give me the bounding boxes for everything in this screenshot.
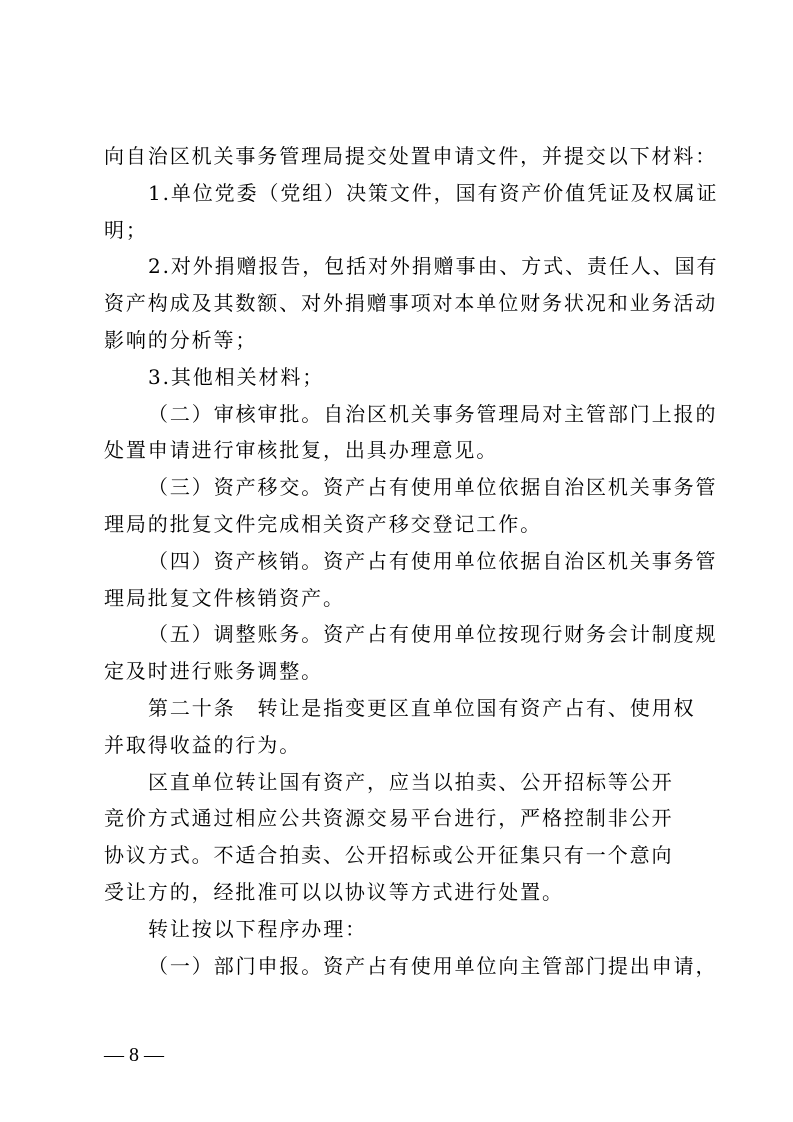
text-line: 向自治区机关事务管理局提交处置申请文件，并提交以下材料： bbox=[104, 144, 718, 168]
text-line: 转让按以下程序办理： bbox=[148, 916, 367, 941]
text-line: 理局的批复文件完成相关资产移交登记工作。 bbox=[104, 511, 542, 536]
text-line: 1.单位党委（党组）决策文件，国有资产价值凭证及权属证 bbox=[148, 180, 719, 205]
text-line: 3.其他相关材料； bbox=[148, 364, 325, 389]
text-line: 并取得收益的行为。 bbox=[104, 732, 302, 757]
text-line: （五）调整账务。资产占有使用单位按现行财务会计制度规 bbox=[148, 622, 718, 647]
text-line: 处置申请进行审核批复，出具办理意见。 bbox=[104, 438, 499, 463]
text-line: （四）资产核销。资产占有使用单位依据自治区机关事务管 bbox=[148, 548, 718, 573]
text-line: 第二十条 转让是指变更区直单位国有资产占有、使用权 bbox=[148, 695, 696, 720]
text-line: 理局批复文件核销资产。 bbox=[104, 585, 345, 610]
text-line: 定及时进行账务调整。 bbox=[104, 659, 323, 684]
text-line: 明； bbox=[104, 217, 148, 242]
text-line: （一）部门申报。资产占有使用单位向主管部门提出申请， bbox=[148, 953, 718, 978]
text-line: 影响的分析等； bbox=[104, 327, 258, 352]
text-line: （二）审核审批。自治区机关事务管理局对主管部门上报的 bbox=[148, 401, 718, 426]
text-line: （三）资产移交。资产占有使用单位依据自治区机关事务管 bbox=[148, 475, 718, 500]
text-line: 受让方的，经批准可以以协议等方式进行处置。 bbox=[104, 879, 564, 904]
text-line: 资产构成及其数额、对外捐赠事项对本单位财务状况和业务活动 bbox=[104, 291, 718, 316]
text-line: 2.对外捐赠报告，包括对外捐赠事由、方式、责任人、国有 bbox=[148, 254, 719, 279]
text-line: 协议方式。不适合拍卖、公开招标或公开征集只有一个意向 bbox=[104, 843, 674, 868]
page-number: — 8 — bbox=[104, 1044, 164, 1066]
text-line: 区直单位转让国有资产，应当以拍卖、公开招标等公开 bbox=[148, 769, 674, 794]
document-body bbox=[104, 138, 719, 984]
text-line: 竞价方式通过相应公共资源交易平台进行，严格控制非公开 bbox=[104, 806, 674, 831]
